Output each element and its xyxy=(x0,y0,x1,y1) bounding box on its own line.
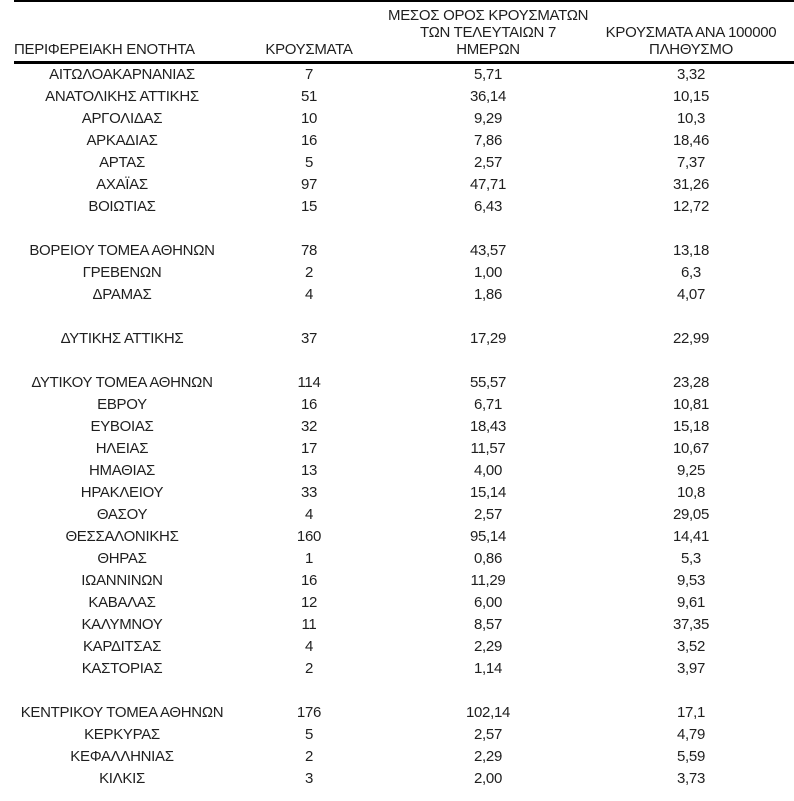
spacer-row xyxy=(14,680,794,702)
avg7-cell: 43,57 xyxy=(469,242,507,259)
region-cell: ΚΙΛΚΙΣ xyxy=(99,770,145,787)
cases-cell: 15 xyxy=(300,198,318,215)
region-cell: ΑΙΤΩΛΟΑΚΑΡΝΑΝΙΑΣ xyxy=(49,66,195,83)
avg7-cell: 1,86 xyxy=(474,286,502,303)
avg7-cell: 11,57 xyxy=(470,440,506,457)
spacer-cell xyxy=(14,680,794,702)
cases-cell: 1 xyxy=(304,550,314,567)
avg7-cell: 1,14 xyxy=(474,660,502,677)
per100k-cell: 10,81 xyxy=(672,396,710,413)
region-cell: ΒΟΡΕΙΟΥ ΤΟΜΕΑ ΑΘΗΝΩΝ xyxy=(29,242,215,259)
table-header xyxy=(14,1,794,63)
cases-cell: 160 xyxy=(296,528,322,545)
per100k-cell: 5,3 xyxy=(681,550,701,567)
region-cell: ΚΑΡΔΙΤΣΑΣ xyxy=(82,638,162,655)
col-header-avg7-line2: ΤΩΝ ΤΕΛΕΥΤΑΙΩΝ 7 xyxy=(419,24,556,41)
table-row xyxy=(14,416,794,438)
table-row xyxy=(14,614,794,636)
per100k-cell: 29,05 xyxy=(672,506,710,523)
per100k-cell: 23,28 xyxy=(672,374,710,391)
avg7-cell: 11,29 xyxy=(470,572,506,589)
per100k-cell: 9,25 xyxy=(677,462,705,479)
avg7-cell: 0,86 xyxy=(474,550,502,567)
per100k-cell: 9,53 xyxy=(677,572,705,589)
table-row xyxy=(14,438,794,460)
avg7-cell: 9,29 xyxy=(474,110,502,127)
table-row xyxy=(14,724,794,746)
table-row xyxy=(14,196,794,218)
region-cell: ΕΒΡΟΥ xyxy=(97,396,147,413)
avg7-cell: 7,86 xyxy=(474,132,502,149)
table-row xyxy=(14,482,794,504)
region-cell: ΗΡΑΚΛΕΙΟΥ xyxy=(80,484,164,501)
table-row xyxy=(14,262,794,284)
table-row xyxy=(14,504,794,526)
col-header-cases xyxy=(230,1,388,63)
region-cell: ΚΕΡΚΥΡΑΣ xyxy=(84,726,160,743)
col-header-avg7-line3: ΗΜΕΡΩΝ xyxy=(456,41,520,58)
regional-cases-report xyxy=(14,0,794,790)
table-row xyxy=(14,746,794,768)
table-row xyxy=(14,328,794,350)
region-cell: ΙΩΑΝΝΙΝΩΝ xyxy=(81,572,163,589)
region-cell: ΑΡΚΑΔΙΑΣ xyxy=(86,132,158,149)
spacer-cell xyxy=(14,350,794,372)
cases-cell: 2 xyxy=(304,264,314,281)
cases-cell: 5 xyxy=(304,154,314,171)
col-header-per100k-line1: ΚΡΟΥΣΜΑΤΑ ΑΝΑ 100000 xyxy=(605,24,777,41)
table-row xyxy=(14,174,794,196)
avg7-cell: 6,71 xyxy=(474,396,502,413)
per100k-cell: 14,41 xyxy=(672,528,710,545)
table-row xyxy=(14,130,794,152)
region-cell: ΑΡΓΟΛΙΔΑΣ xyxy=(81,110,163,127)
avg7-cell: 1,00 xyxy=(474,264,502,281)
avg7-cell: 102,14 xyxy=(465,704,511,721)
spacer-cell xyxy=(14,218,794,240)
avg7-cell: 2,57 xyxy=(474,726,502,743)
cases-table xyxy=(14,0,794,790)
avg7-cell: 18,43 xyxy=(469,418,507,435)
table-row xyxy=(14,548,794,570)
per100k-cell: 10,15 xyxy=(672,88,710,105)
cases-cell: 4 xyxy=(304,286,314,303)
region-cell: ΘΗΡΑΣ xyxy=(97,550,147,567)
region-cell: ΒΟΙΩΤΙΑΣ xyxy=(88,198,156,215)
per100k-cell: 15,18 xyxy=(672,418,710,435)
region-cell: ΑΧΑΪΑΣ xyxy=(96,176,148,193)
cases-cell: 16 xyxy=(300,132,318,149)
cases-cell: 13 xyxy=(300,462,318,479)
table-row xyxy=(14,372,794,394)
spacer-cell xyxy=(14,306,794,328)
cases-cell: 33 xyxy=(300,484,318,501)
col-header-region xyxy=(14,1,230,63)
avg7-cell: 8,57 xyxy=(474,616,502,633)
col-header-region-label: ΠΕΡΙΦΕΡΕΙΑΚΗ ΕΝΟΤΗΤΑ xyxy=(14,41,195,58)
avg7-cell: 36,14 xyxy=(469,88,507,105)
table-row xyxy=(14,526,794,548)
avg7-cell: 2,57 xyxy=(474,154,502,171)
cases-cell: 3 xyxy=(304,770,314,787)
table-row xyxy=(14,570,794,592)
spacer-row xyxy=(14,306,794,328)
region-cell: ΕΥΒΟΙΑΣ xyxy=(90,418,154,435)
avg7-cell: 6,43 xyxy=(474,198,502,215)
per100k-cell: 6,3 xyxy=(681,264,701,281)
region-cell: ΘΕΣΣΑΛΟΝΙΚΗΣ xyxy=(65,528,179,545)
region-cell: ΚΑΛΥΜΝΟΥ xyxy=(81,616,163,633)
avg7-cell: 6,00 xyxy=(474,594,502,611)
spacer-row xyxy=(14,350,794,372)
per100k-cell: 5,59 xyxy=(677,748,705,765)
spacer-row xyxy=(14,218,794,240)
per100k-cell: 10,67 xyxy=(672,440,710,457)
cases-cell: 11 xyxy=(301,616,317,633)
table-row xyxy=(14,460,794,482)
col-header-per100k-line2: ΠΛΗΘΥΣΜΟ xyxy=(649,41,733,58)
col-header-avg7 xyxy=(388,1,588,63)
table-row xyxy=(14,768,794,790)
table-row xyxy=(14,702,794,724)
cases-cell: 97 xyxy=(300,176,318,193)
per100k-cell: 31,26 xyxy=(672,176,710,193)
per100k-cell: 22,99 xyxy=(672,330,710,347)
header-row xyxy=(14,1,794,63)
cases-cell: 2 xyxy=(304,660,314,677)
per100k-cell: 10,8 xyxy=(677,484,705,501)
table-row xyxy=(14,108,794,130)
region-cell: ΘΑΣΟΥ xyxy=(96,506,148,523)
avg7-cell: 15,14 xyxy=(469,484,507,501)
col-header-cases-label: ΚΡΟΥΣΜΑΤΑ xyxy=(265,41,353,58)
cases-cell: 2 xyxy=(304,748,314,765)
table-row xyxy=(14,63,794,87)
per100k-cell: 3,32 xyxy=(677,66,705,83)
per100k-cell: 3,52 xyxy=(677,638,705,655)
per100k-cell: 4,79 xyxy=(677,726,705,743)
region-cell: ΚΑΒΑΛΑΣ xyxy=(88,594,156,611)
per100k-cell: 3,97 xyxy=(677,660,705,677)
cases-cell: 7 xyxy=(304,66,314,83)
cases-cell: 32 xyxy=(300,418,318,435)
col-header-per100k xyxy=(588,1,794,63)
avg7-cell: 2,29 xyxy=(474,638,502,655)
table-row xyxy=(14,592,794,614)
cases-cell: 114 xyxy=(297,374,321,391)
cases-cell: 4 xyxy=(304,506,314,523)
cases-cell: 16 xyxy=(300,396,318,413)
cases-cell: 51 xyxy=(300,88,318,105)
region-cell: ΗΛΕΙΑΣ xyxy=(95,440,149,457)
avg7-cell: 5,71 xyxy=(474,66,502,83)
region-cell: ΔΡΑΜΑΣ xyxy=(92,286,152,303)
cases-cell: 16 xyxy=(300,572,318,589)
region-cell: ΚΕΦΑΛΛΗΝΙΑΣ xyxy=(70,748,174,765)
per100k-cell: 10,3 xyxy=(677,110,705,127)
cases-cell: 5 xyxy=(304,726,314,743)
per100k-cell: 7,37 xyxy=(677,154,705,171)
avg7-cell: 2,29 xyxy=(474,748,502,765)
cases-cell: 4 xyxy=(304,638,314,655)
table-row xyxy=(14,240,794,262)
table-row xyxy=(14,152,794,174)
avg7-cell: 95,14 xyxy=(469,528,507,545)
cases-cell: 78 xyxy=(300,242,318,259)
avg7-cell: 4,00 xyxy=(474,462,502,479)
col-header-avg7-line1: ΜΕΣΟΣ ΟΡΟΣ ΚΡΟΥΣΜΑΤΩΝ xyxy=(388,7,589,24)
per100k-cell: 12,72 xyxy=(672,198,710,215)
region-cell: ΑΡΤΑΣ xyxy=(99,154,145,171)
cases-cell: 37 xyxy=(300,330,318,347)
table-row xyxy=(14,284,794,306)
per100k-cell: 3,73 xyxy=(677,770,705,787)
avg7-cell: 2,57 xyxy=(474,506,502,523)
cases-cell: 176 xyxy=(296,704,322,721)
avg7-cell: 17,29 xyxy=(469,330,507,347)
region-cell: ΓΡΕΒΕΝΩΝ xyxy=(82,264,162,281)
avg7-cell: 2,00 xyxy=(474,770,502,787)
region-cell: ΑΝΑΤΟΛΙΚΗΣ ΑΤΤΙΚΗΣ xyxy=(45,88,199,105)
table-row xyxy=(14,394,794,416)
region-cell: ΚΕΝΤΡΙΚΟΥ ΤΟΜΕΑ ΑΘΗΝΩΝ xyxy=(20,704,224,721)
region-cell: ΔΥΤΙΚΗΣ ΑΤΤΙΚΗΣ xyxy=(60,330,184,347)
avg7-cell: 55,57 xyxy=(469,374,507,391)
cases-cell: 10 xyxy=(300,110,318,127)
cases-cell: 17 xyxy=(300,440,318,457)
table-row xyxy=(14,658,794,680)
per100k-cell: 4,07 xyxy=(677,286,705,303)
table-row xyxy=(14,636,794,658)
region-cell: ΚΑΣΤΟΡΙΑΣ xyxy=(81,660,163,677)
cases-cell: 12 xyxy=(300,594,318,611)
per100k-cell: 9,61 xyxy=(677,594,705,611)
table-row xyxy=(14,86,794,108)
per100k-cell: 37,35 xyxy=(672,616,710,633)
per100k-cell: 13,18 xyxy=(672,242,710,259)
region-cell: ΔΥΤΙΚΟΥ ΤΟΜΕΑ ΑΘΗΝΩΝ xyxy=(31,374,213,391)
avg7-cell: 47,71 xyxy=(469,176,507,193)
region-cell: ΗΜΑΘΙΑΣ xyxy=(88,462,156,479)
per100k-cell: 18,46 xyxy=(672,132,710,149)
per100k-cell: 17,1 xyxy=(677,704,705,721)
table-body xyxy=(14,63,794,791)
